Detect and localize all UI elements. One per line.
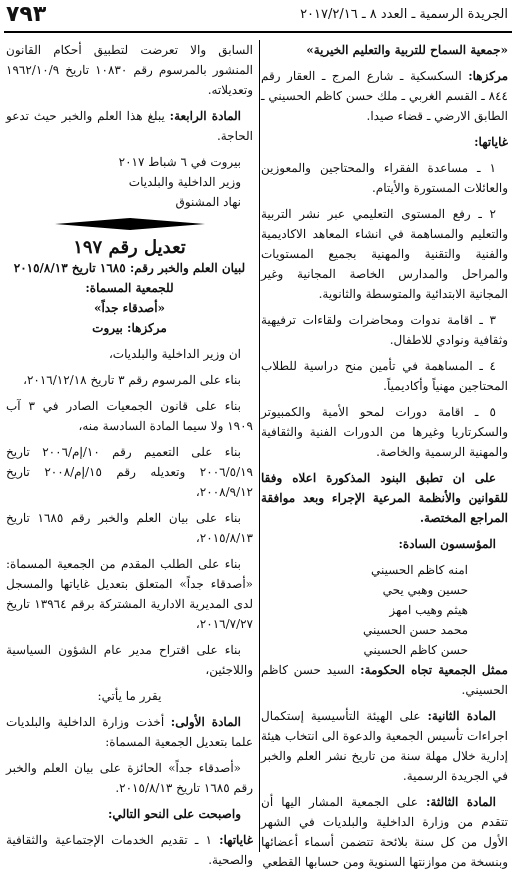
article-four [6, 106, 253, 146]
signature-role: وزير الداخلية والبلديات [128, 175, 241, 189]
preamble-item: ان وزير الداخلية والبلديات، [108, 347, 241, 361]
right-column [261, 40, 508, 878]
page-header [0, 0, 516, 34]
preamble-item: بناء على قانون الجمعيات الصادر في ٣ آب ١٩٠٩ ولا سيما المادة السادسة منه، [6, 399, 253, 433]
column-divider [259, 40, 260, 852]
aim-item: ٢ ـ رفع المستوى التعليمي عبر نشر التربية والتعليم والمساهمة في انشاء المعاهد الاكاديمية والفنية والتقنية والمهنية بجميع المستويات والمراحل والمدارس الخاصة المجانية وغير المجانية الابتدائية والمتوسطة والثانوية. [261, 207, 508, 301]
article-one-label: المادة الأولى: [170, 715, 241, 729]
decides-heading: يقرر ما يأتي: [97, 689, 162, 703]
preamble-item: بناء على المرسوم رقم ٣ تاريخ ٢٠١٦/١٢/١٨، [23, 373, 241, 387]
continued-text: السابق والا تعرضت لتطبيق أحكام القانون المنشور بالمرسوم رقم ١٠٨٣٠ تاريخ ١٩٦٢/١٠/٩ وتعديلاته. [6, 43, 253, 97]
amendment-title: تعديل رقم ١٩٧ [73, 237, 186, 258]
association-label: للجمعية المسماة: [85, 281, 174, 295]
hq-label: مركزها: [468, 69, 508, 83]
association-hq [261, 66, 508, 126]
founder-name: هيثم وهيب امهز [389, 603, 468, 617]
aim-item: ٥ ـ اقامة دورات لمحو الأمية والكمبيوتر والسكرتاريا وغيرها من الدورات الفنية والثقافية والمهنية الرسمية والخاصة. [261, 405, 508, 459]
condition-text: على ان تطبق البنود المذكورة اعلاه وفقا للقوانين والأنظمة المرعية الإجراء وبعد موافقة المراجع المختصة. [261, 471, 508, 525]
article-one-continued: «أصدقاء جداً» الحائزة على بيان العلم والخبر رقم ١٦٨٥ تاريخ ٢٠١٥/٨/١٣. [6, 761, 253, 795]
amendment-subtitle: لبيان العلم والخبر رقم: ١٦٨٥ تاريخ ٢٠١٥/٨/١٣ [13, 261, 246, 275]
signature-name: نهاد المشنوق [175, 195, 241, 209]
hq-text: السكسكية ـ شارع المرج ـ العقار رقم ٨٤٤ ـ القسم الغربي ـ ملك حسن كاظم الحسيني ـ الطابق الارضي ـ قضاء صيدا. [261, 69, 508, 123]
article-two-text: على الهيئة التأسيسية إستكمال اجراءات تأسيس الجمعية والدعوة الى انتخاب هيئة إدارية خلال مهلة سنة من تاريخ نشر العلم والخبر في الجريدة الرسمية. [261, 709, 508, 783]
page-number: ٧٩٣ [6, 2, 47, 27]
article-one-text: أخذت وزارة الداخلية والبلديات علما بتعديل الجمعية المسماة: [6, 715, 253, 749]
founders-title: المؤسسون السادة: [398, 537, 496, 551]
article-three-text: على الجمعية المشار اليها أن تتقدم من وزارة الداخلية والبلديات في الشهر الأول من كل سنة بلائحة تتضمن أسماء أعضائها وبنسخة من موازنتها السنوية ومن حسابها القطعي [261, 795, 508, 869]
article-one [6, 712, 253, 752]
article-four-text: يبلغ هذا العلم والخبر حيث تدعو الحاجة. [6, 109, 253, 143]
aim-item: ٤ ـ المساهمة في تأمين منح دراسية للطلاب المحتاجين مهنياً وأكاديمياً. [261, 359, 508, 393]
article-three [261, 792, 508, 872]
amended-association-name: «أصدقاء جداً» [93, 301, 166, 315]
amended-aim-item: ١ ـ تقديم الخدمات الإجتماعية والثقافية والصحية. [6, 833, 253, 867]
amended-aims [6, 830, 253, 870]
article-three-label: المادة الثالثة: [425, 795, 496, 809]
journal-title: الجريدة الرسمية ـ العدد ٨ ـ ٢٠١٧/٢/١٦ [300, 7, 508, 22]
section-separator-ornament [55, 218, 205, 230]
aims-title: غاياتها: [474, 135, 508, 149]
signature-place-date: بيروت في ٦ شباط ٢٠١٧ [118, 155, 241, 169]
preamble-item: بناء على اقتراح مدير عام الشؤون السياسية واللاجئين، [6, 643, 253, 677]
article-four-label: المادة الرابعة: [169, 109, 241, 123]
became-heading: واصبحت على النحو التالي: [107, 807, 241, 821]
founder-name: حسن كاظم الحسيني [363, 643, 468, 657]
government-representative [261, 660, 508, 700]
amended-association-hq: مركزها: بيروت [92, 321, 167, 335]
preamble-item: بناء على بيان العلم والخبر رقم ١٦٨٥ تاريخ ٢٠١٥/٨/١٣، [6, 511, 253, 545]
preamble-item: بناء على الطلب المقدم من الجمعية المسماة: «أصدقاء جداً» المتعلق بتعديل غاياتها والمسجل لدى المديرية الادارية المشتركة برقم ١٣٩٦٤ تاريخ ٢٠١٦/٧/٢٧، [6, 557, 253, 631]
article-two [261, 706, 508, 786]
header-rule [4, 31, 512, 33]
founder-name: امنه كاظم الحسيني [370, 563, 468, 577]
association-name: «جمعية السماح للتربية والتعليم الخيرية» [306, 43, 508, 57]
left-column [6, 40, 253, 876]
founder-name: محمد حسن الحسيني [363, 623, 468, 637]
aim-item: ٣ ـ اقامة ندوات ومحاضرات ولقاءات ترفيهية وثقافية ونوادي للاطفال. [261, 313, 508, 347]
article-two-label: المادة الثانية: [427, 709, 496, 723]
rep-label: ممثل الجمعية تجاه الحكومة: [360, 663, 508, 677]
rep-name: السيد حسن كاظم الحسيني. [261, 663, 508, 697]
aim-item: ١ ـ مساعدة الفقراء والمحتاجين والمعوزين والعائلات المستورة والأيتام. [261, 161, 508, 195]
preamble-item: بناء على التعميم رقم ١٠/إم/٢٠٠٦ تاريخ ٢٠٠٦/٥/١٩ وتعديله رقم ١٥/إم/٢٠٠٨ تاريخ ٢٠٠٨/٩/١٢، [6, 445, 253, 499]
amended-aims-label: غاياتها: [219, 833, 253, 847]
founder-name: حسين وهبي يحي [382, 583, 468, 597]
